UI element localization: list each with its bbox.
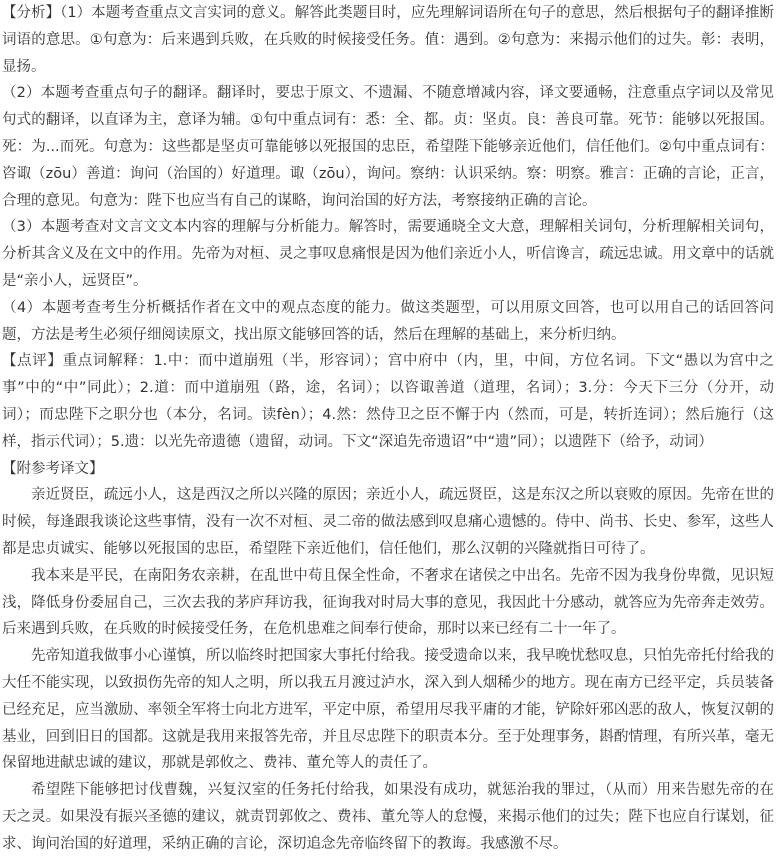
translation-paragraph-2: 我本来是平民，在南阳务农亲耕，在乱世中苟且保全性命，不奢求在诸侯之中出名。先帝不因为我身份卑微，见识短浅，降低身份委屈自己，三次去我的茅庐拜访我，征询我对时局大事的意见，我因此十分感动，就答应为先帝奔走效劳。后来遇到兵败，在兵败的时候接受任务，在危机患难之间奉行使命，那时以来已经有二十一年了。: [2, 567, 774, 638]
translation-section: [2, 456, 774, 858]
translation-paragraph-3: 先帝知道我做事小心谨慎，所以临终时把国家大事托付给我。接受遗命以来，我早晚忧愁叹息，只怕先帝托付给我的大任不能实现，以致损伤先帝的知人之明，所以我五月渡过泸水，深入到人烟稀少的地方。现在南方已经平定，兵员装备已经充足，应当激励、率领全军将士向北方进军，平定中原，希望用尽我平庸的才能，铲除奸邪凶恶的敌人，恢复汉朝的基业，回到旧日的国都。这就是我用来报答先帝，并且尽忠陛下的职责本分。至于处理事务，斟酌情理，有所兴革，毫无保留地进献忠诚的建议，那就是郭攸之、费祎、董允等人的责任了。: [2, 648, 774, 772]
comment-paragraph: 【点评】重点词解释：1.中：而中道崩殂（半，形容词）；宫中府中（内，里，中间，方位名词。下文“愚以为宫中之事”中的“中”同此）；2.道：而中道崩殂（路，途，名词）；以咨诹善道（道理，名词）；3.分：今天下三分（分开，动词）；而忠陛下之职分也（本分，名词。读fèn）；4.然：然侍卫之臣不懈于内（然而，可是，转折连词）；然后施行（这样，指示代词）；5.遗：以光先帝遗德（遗留，动词。下文“深追先帝遗诏”中“遗”同）；以遗陛下（给予，动词）: [2, 353, 774, 450]
analysis-section: [2, 0, 774, 348]
analysis-paragraph-4: （4）本题考查考生分析概括作者在文中的观点态度的能力。做这类题型，可以用原文回答，也可以用自己的话回答问题，方法是考生必须仔细阅读原文，找出原文能够回答的话，然后在理解的基础上，来分析归纳。: [2, 299, 774, 343]
analysis-paragraph-2: （2）本题考查重点句子的翻译。翻译时，要忠于原文、不遗漏、不随意增减内容，译文要通畅，注意重点字词以及常见句式的翻译，以直译为主，意译为辅。①句中重点词有：悉：全、都。贞：坚贞。良：善良可靠。死节：能够以死报国。死：为...而死。句意为：这些都是坚贞可靠能够以死报国的忠臣，希望陛下能够亲近他们，信任他们。②句中重点词有：咨诹（zōu）善道：询问（治国的）好道理。诹（zōu），询问。察纳：认识采纳。察：明察。雅言：正确的言论，正言，合理的意见。句意为：陛下也应当有自己的谋略，询问治国的好方法，考察接纳正确的言论。: [2, 85, 774, 209]
analysis-paragraph-1: 【分析】（1）本题考查重点文言实词的意义。解答此类题目时，应先理解词语所在句子的意思，然后根据句子的翻译推断词语的意思。①句意为：后来遇到兵败，在兵败的时候接受任务。值：遇到。②句意为：来揭示他们的过失。彰：表明，显扬。: [2, 5, 774, 75]
translation-paragraph-4: 希望陛下能够把讨伐曹魏，兴复汉室的任务托付给我，如果没有成功，就惩治我的罪过，（从而）用来告慰先帝的在天之灵。如果没有振兴圣德的建议，就责罚郭攸之、费祎、董允等人的怠慢，来揭示他们的过失；陛下也应自行谋划，征求、询问治国的好道理，采纳正确的言论，深切追念先帝临终留下的教诲。我感激不尽。: [2, 782, 774, 852]
translation-heading: 【附参考译文】: [2, 460, 104, 477]
analysis-paragraph-3: （3）本题考查对文言文文本内容的理解与分析能力。解答时，需要通晓全文大意，理解相关词句，分析理解相关词句，分析其含义及在文中的作用。先帝为对桓、灵之事叹息痛恨是因为他们亲近小人，听信谗言，疏远忠诚。用文章中的话就是“亲小人，远贤臣”。: [2, 219, 774, 289]
comment-section: [2, 348, 774, 455]
translation-paragraph-1: 亲近贤臣，疏远小人，这是西汉之所以兴隆的原因；亲近小人，疏远贤臣，这是东汉之所以衰败的原因。先帝在世的时候，每逢跟我谈论这些事情，没有一次不对桓、灵二帝的做法感到叹息痛心遗憾的。侍中、尚书、长史、参军，这些人都是忠贞诚实、能够以死报国的忠臣，希望陛下亲近他们，信任他们，那么汉朝的兴隆就指日可待了。: [2, 487, 774, 557]
